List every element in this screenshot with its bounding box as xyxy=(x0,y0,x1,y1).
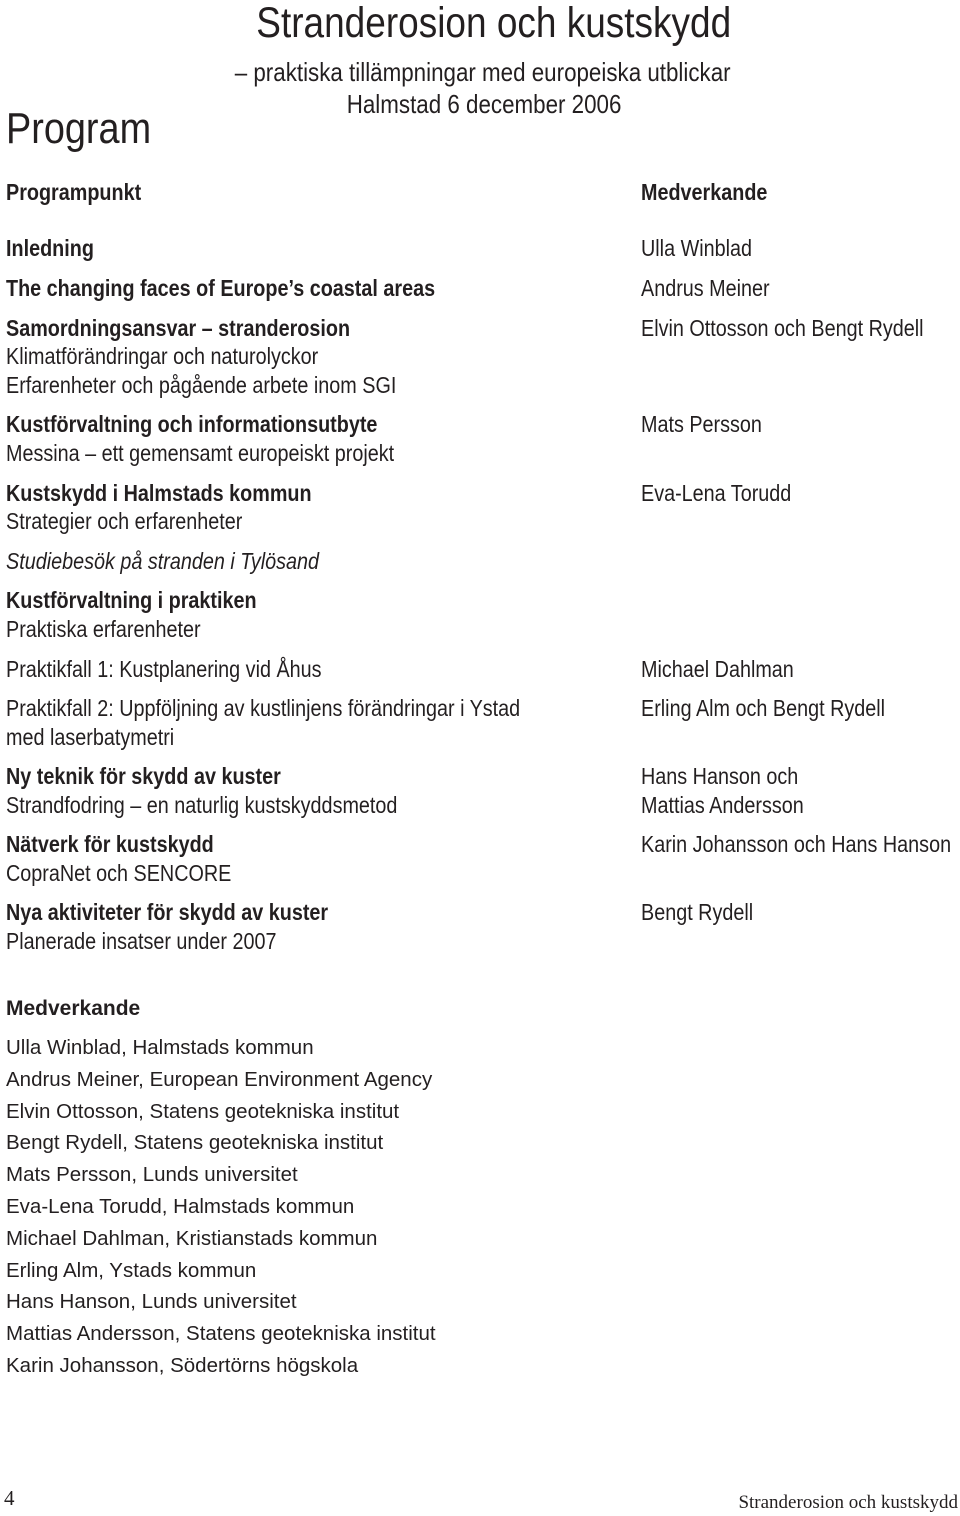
program-item-title: Nya aktiviteter för skydd av kuster xyxy=(6,899,329,925)
program-item-subtitle: Strandfodring – en naturlig kustskyddsmetod xyxy=(6,792,398,818)
speaker-name: Michael Dahlman xyxy=(641,656,794,682)
column-heading-medverkande: Medverkande xyxy=(641,179,768,205)
speaker-name: Mattias Andersson xyxy=(641,792,804,818)
program-item-title: Nätverk för kustskydd xyxy=(6,831,214,857)
program-item-subtitle: CopraNet och SENCORE xyxy=(6,860,232,886)
speaker-name: Bengt Rydell xyxy=(641,899,754,925)
program-item-excursion: Studiebesök på stranden i Tylösand xyxy=(6,548,320,574)
speaker-name: Andrus Meiner xyxy=(641,275,770,301)
program-item-title: Kustskydd i Halmstads kommun xyxy=(6,480,312,506)
participant-item: Mattias Andersson, Statens geotekniska institut xyxy=(6,1322,436,1346)
participant-item: Mats Persson, Lunds universitet xyxy=(6,1163,298,1187)
speaker-name: Karin Johansson och Hans Hanson xyxy=(641,831,952,857)
speaker-name: Mats Persson xyxy=(641,411,762,437)
program-item-title: Kustförvaltning i praktiken xyxy=(6,587,257,613)
program-item-subtitle: Messina – ett gemensamt europeiskt projekt xyxy=(6,440,395,466)
speaker-name: Ulla Winblad xyxy=(641,235,753,261)
program-item-title: Kustförvaltning och informationsutbyte xyxy=(6,411,378,437)
program-item-case: Praktikfall 1: Kustplanering vid Åhus xyxy=(6,656,322,682)
speaker-name: Elvin Ottosson och Bengt Rydell xyxy=(641,315,924,341)
participant-item: Karin Johansson, Södertörns högskola xyxy=(6,1353,359,1377)
participant-item: Ulla Winblad, Halmstads kommun xyxy=(6,1036,314,1059)
program-item-subtitle: Klimatförändringar och naturolyckor xyxy=(6,343,319,369)
program-item-title: The changing faces of Europe’s coastal areas xyxy=(6,275,436,301)
participants-heading: Medverkande xyxy=(6,997,141,1020)
column-heading-programpunkt: Programpunkt xyxy=(6,179,142,205)
speaker-name: Eva-Lena Torudd xyxy=(641,480,792,506)
speaker-name: Hans Hanson och xyxy=(641,763,799,789)
program-item-subtitle: Erfarenheter och pågående arbete inom SGI xyxy=(6,372,397,398)
program-item-case: Praktikfall 2: Uppföljning av kustlinjens förändringar i Ystad xyxy=(6,695,521,721)
program-heading: Program xyxy=(6,104,152,153)
participants-list xyxy=(6,1032,436,1382)
event-date: Halmstad 6 december 2006 xyxy=(346,89,621,119)
participant-item: Erling Alm, Ystads kommun xyxy=(6,1258,257,1282)
program-item-subtitle: Planerade insatser under 2007 xyxy=(6,928,277,954)
speaker-name: Erling Alm och Bengt Rydell xyxy=(641,695,886,721)
participant-item: Andrus Meiner, European Environment Agency xyxy=(6,1067,433,1091)
participant-item: Eva-Lena Torudd, Halmstads kommun xyxy=(6,1194,355,1218)
program-item-title: Inledning xyxy=(6,235,94,261)
participant-item: Bengt Rydell, Statens geotekniska institut xyxy=(6,1131,384,1155)
program-item-case: med laserbatymetri xyxy=(6,724,175,750)
page-number: 4 xyxy=(4,1486,15,1510)
program-item-subtitle: Praktiska erfarenheter xyxy=(6,616,201,642)
participant-item: Michael Dahlman, Kristianstads kommun xyxy=(6,1226,378,1250)
program-item-subtitle: Strategier och erfarenheter xyxy=(6,508,243,534)
page-title: Stranderosion och kustskydd xyxy=(256,0,731,47)
footer-title: Stranderosion och kustskydd xyxy=(738,1492,958,1513)
subtitle: – praktiska tillämpningar med europeiska utblickar xyxy=(235,57,731,87)
participant-item: Elvin Ottosson, Statens geotekniska institut xyxy=(6,1099,400,1123)
program-item-title: Samordningsansvar – stranderosion xyxy=(6,315,351,341)
program-item-title: Ny teknik för skydd av kuster xyxy=(6,763,281,789)
participant-item: Hans Hanson, Lunds universitet xyxy=(6,1290,297,1314)
